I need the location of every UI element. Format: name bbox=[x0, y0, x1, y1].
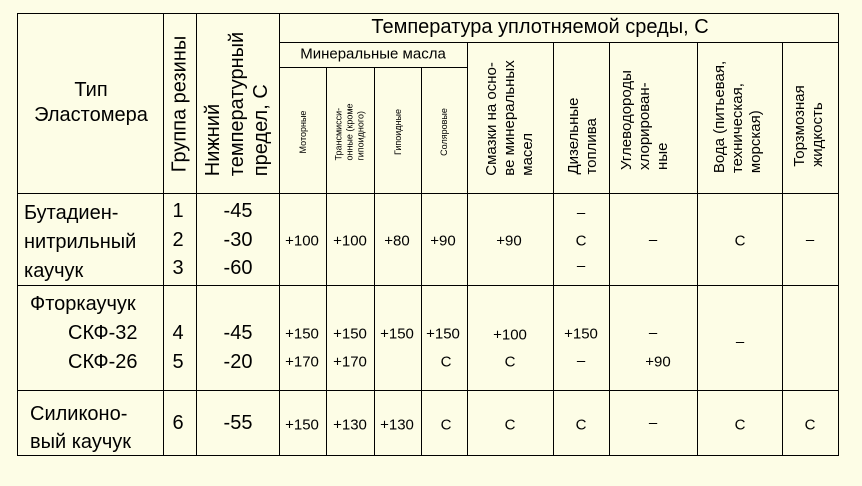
header-greases: Смазки на осно- ве минеральных масел bbox=[483, 60, 536, 176]
divider-header-bottom bbox=[17, 193, 839, 194]
row-fluoro-hydrocarbons-2: +90 bbox=[645, 353, 671, 371]
col-divider-8 bbox=[553, 42, 554, 456]
row-fluoro-solar-1: +150 bbox=[426, 325, 460, 343]
header-low-temp-limit: Нижний температурный предел, С bbox=[202, 31, 272, 177]
row-butadiene-hypoid: +80 bbox=[384, 232, 410, 250]
row-fluoro-motor-2: +170 bbox=[285, 353, 319, 371]
row-silicone-transmission: +130 bbox=[333, 416, 367, 434]
row-butadiene-motor: +100 bbox=[285, 232, 319, 250]
row-silicone-greases: С bbox=[504, 416, 516, 434]
col-divider-10 bbox=[697, 42, 698, 456]
border-top bbox=[17, 13, 839, 14]
col-divider-5 bbox=[374, 67, 375, 456]
col-divider-6 bbox=[421, 67, 422, 456]
row-butadiene-diesel-1: – bbox=[576, 204, 586, 222]
row-silicone-group: 6 bbox=[172, 412, 184, 434]
row-fluoro-skf32: СКФ-32 bbox=[68, 322, 138, 344]
divider-row2 bbox=[17, 390, 839, 391]
row-silicone-brake: С bbox=[804, 416, 816, 434]
row-fluoro-hypoid: +150 bbox=[380, 325, 414, 343]
row-fluoro-greases-2: С bbox=[504, 353, 516, 371]
header-transmission: Трансмисси- онные (кроме гипоидного) bbox=[333, 103, 366, 161]
row-butadiene-transmission: +100 bbox=[333, 232, 367, 250]
col-divider-3 bbox=[279, 13, 280, 456]
row-butadiene-hydrocarbons: – bbox=[648, 231, 658, 249]
header-elastomer-type: Тип Эластомера bbox=[34, 79, 148, 126]
row-silicone-motor: +150 bbox=[285, 416, 319, 434]
row-fluoro-diesel-1: +150 bbox=[564, 325, 598, 343]
row-fluoro-skf26: СКФ-26 bbox=[68, 351, 138, 373]
header-medium-temperature: Температура уплотняемой среды, С bbox=[371, 16, 709, 38]
row-fluoro-motor-1: +150 bbox=[285, 325, 319, 343]
header-solar: Соляровые bbox=[439, 108, 449, 156]
row-fluoro-diesel-2: – bbox=[576, 352, 586, 370]
header-mineral-oils: Минеральные масла bbox=[300, 45, 446, 63]
row-silicone-temp: -55 bbox=[223, 412, 253, 434]
row-fluoro-water: – bbox=[735, 333, 745, 351]
divider-under-mineral-oils bbox=[279, 67, 467, 68]
col-divider-4 bbox=[326, 67, 327, 456]
col-divider-9 bbox=[609, 42, 610, 456]
row-silicone-diesel: С bbox=[575, 416, 587, 434]
col-divider-2 bbox=[196, 13, 197, 456]
row-butadiene-group-2: 2 bbox=[172, 229, 184, 251]
header-diesel: Дизельные топлива bbox=[565, 97, 600, 175]
col-divider-1 bbox=[163, 13, 164, 456]
row-fluoro-temp-4: -45 bbox=[223, 322, 253, 344]
row-butadiene-greases: +90 bbox=[496, 232, 522, 250]
row-butadiene-temp-3: -60 bbox=[223, 257, 253, 279]
divider-under-temp-title bbox=[279, 42, 839, 43]
header-hydrocarbons: Углеводороды хлорирован- ные bbox=[618, 70, 671, 170]
border-left bbox=[17, 13, 18, 456]
row-fluoro-greases-1: +100 bbox=[493, 326, 527, 344]
header-brake-fluid: Торзмозная жидкость bbox=[791, 85, 826, 167]
row-fluoro-group-4: 4 bbox=[172, 322, 184, 344]
row-fluoro-group-5: 5 bbox=[172, 351, 184, 373]
header-hypoid: Гипоидные bbox=[393, 109, 403, 155]
row-fluoro-temp-5: -20 bbox=[223, 351, 253, 373]
row-fluoro-transmission-1: +150 bbox=[333, 325, 367, 343]
header-motor: Моторные bbox=[298, 110, 308, 154]
row-butadiene-diesel-3: – bbox=[576, 257, 586, 275]
row-silicone-water: С bbox=[734, 416, 746, 434]
row-butadiene-brake: – bbox=[805, 231, 815, 249]
row-silicone-solar: С bbox=[440, 416, 452, 434]
row-butadiene-temp-2: -30 bbox=[223, 229, 253, 251]
row-fluoro-hydrocarbons-1: – bbox=[648, 324, 658, 342]
row-silicone-hypoid: +130 bbox=[380, 416, 414, 434]
row-butadiene-name: Бутадиен- нитрильный каучук bbox=[24, 202, 137, 282]
col-divider-7 bbox=[467, 42, 468, 456]
row-silicone-name: Силиконо- вый каучук bbox=[30, 403, 131, 453]
divider-row1 bbox=[17, 285, 839, 286]
row-butadiene-water: С bbox=[734, 232, 746, 250]
row-fluoro-solar-2: С bbox=[440, 353, 452, 371]
border-right bbox=[838, 13, 839, 456]
row-butadiene-solar: +90 bbox=[430, 232, 456, 250]
row-butadiene-diesel-2: С bbox=[575, 232, 587, 250]
header-water: Вода (питьевая, техническая, морская) bbox=[711, 60, 764, 174]
row-butadiene-group-1: 1 bbox=[172, 200, 184, 222]
row-butadiene-temp-1: -45 bbox=[223, 200, 253, 222]
row-butadiene-group-3: 3 bbox=[172, 257, 184, 279]
border-bottom bbox=[17, 455, 839, 456]
row-fluoro-transmission-2: +170 bbox=[333, 353, 367, 371]
header-rubber-group: Группа резины bbox=[168, 35, 191, 173]
col-divider-11 bbox=[782, 42, 783, 456]
row-fluoro-name: Фторкаучук bbox=[30, 293, 136, 315]
row-silicone-hydrocarbons: – bbox=[648, 414, 658, 432]
